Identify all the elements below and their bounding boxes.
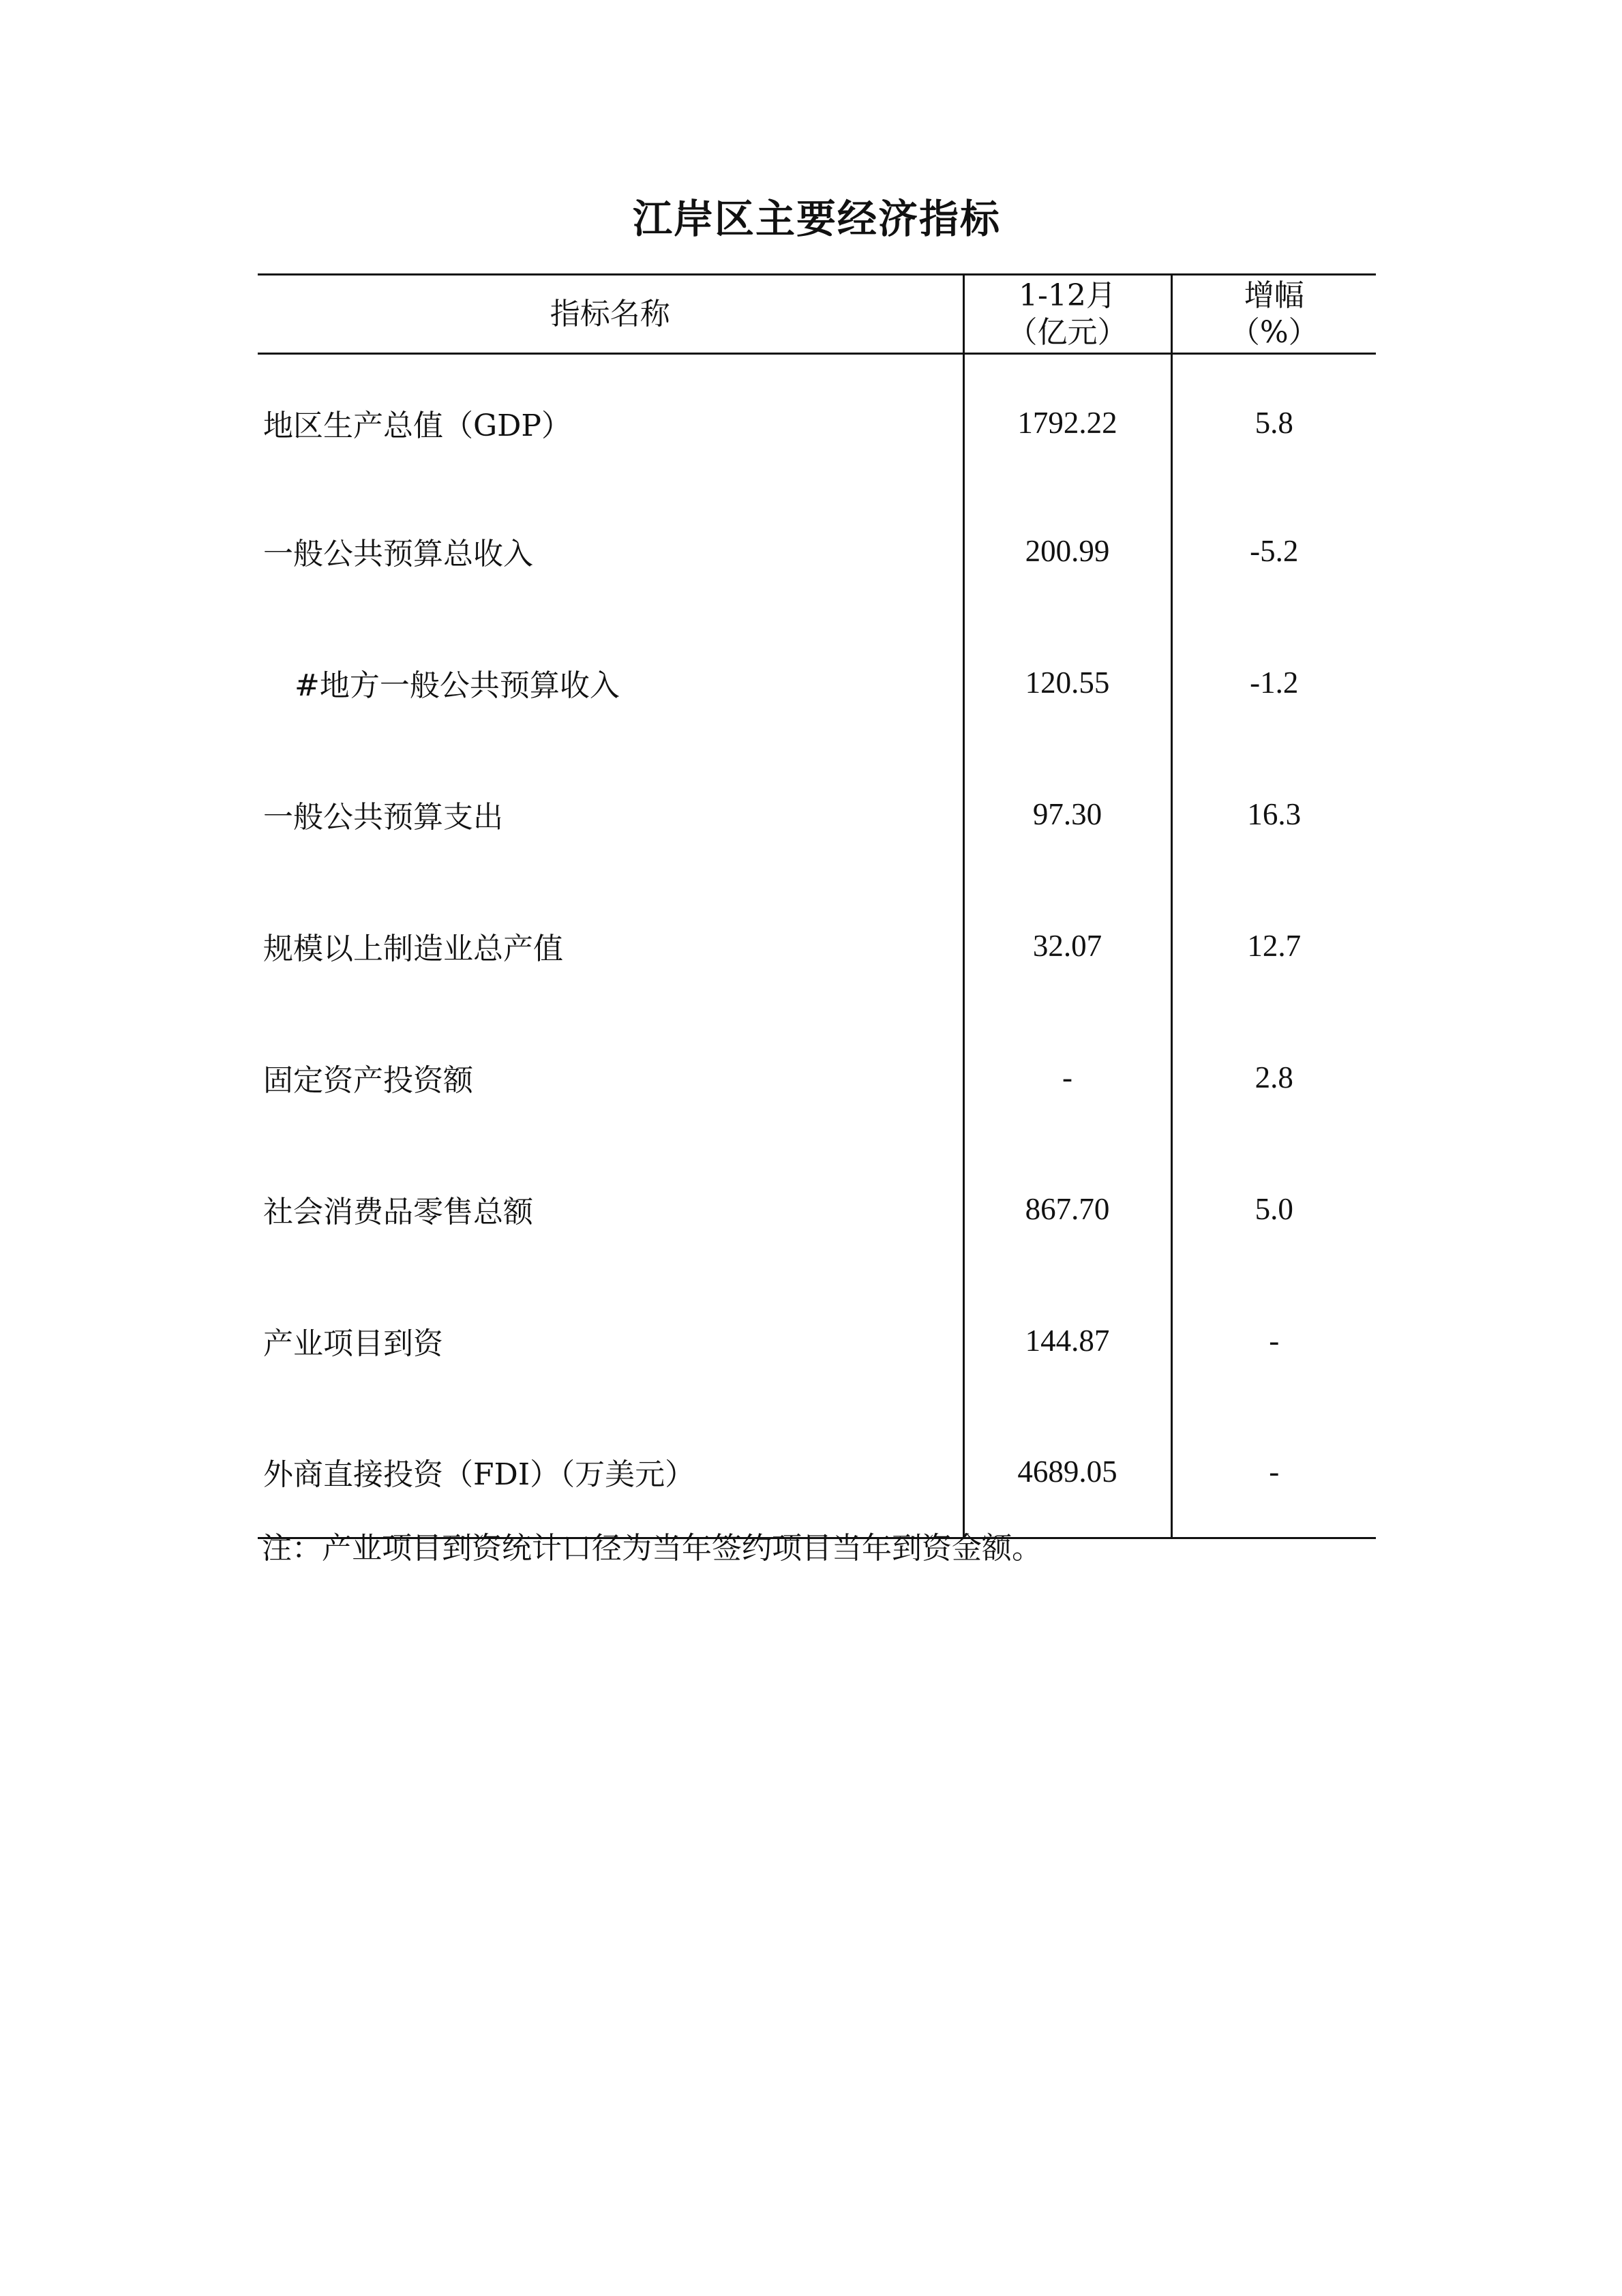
row-value: 97.30	[963, 749, 1171, 880]
table-row	[258, 880, 1376, 1012]
row-value: 120.55	[963, 617, 1171, 749]
row-name: 外商直接投资（FDI）（万美元）	[258, 1407, 963, 1538]
header-growth	[1171, 275, 1376, 354]
table-row	[258, 1407, 1376, 1538]
row-value: 867.70	[963, 1144, 1171, 1275]
row-growth: 12.7	[1247, 929, 1302, 963]
table-row	[258, 749, 1376, 880]
row-name: 一般公共预算总收入	[263, 537, 533, 571]
row-value: 144.87	[963, 1275, 1171, 1407]
row-name: 社会消费品零售总额	[263, 1195, 533, 1229]
row-growth: 2.8	[1255, 1060, 1293, 1094]
header-indicator-name	[258, 275, 963, 354]
indicator-table-container	[258, 273, 1376, 1539]
row-name: #地方一般公共预算收入	[295, 668, 620, 703]
row-value: -	[963, 1012, 1171, 1144]
row-name: 一般公共预算支出	[263, 800, 503, 835]
row-value: 200.99	[963, 486, 1171, 617]
row-growth: -1.2	[1250, 666, 1299, 700]
row-name: 规模以上制造业总产值	[263, 931, 563, 966]
row-growth: 5.0	[1255, 1192, 1293, 1226]
table-header-row	[258, 275, 1376, 354]
header-value-unit: （亿元）	[1007, 314, 1128, 350]
table-row	[258, 486, 1376, 617]
row-growth: -5.2	[1250, 534, 1299, 568]
document-title: 江岸区主要经济指标	[632, 196, 1001, 242]
row-growth: 16.3	[1247, 797, 1302, 831]
row-value: 1792.22	[963, 354, 1171, 486]
table-row	[258, 617, 1376, 749]
row-value: 32.07	[963, 880, 1171, 1012]
header-value	[963, 275, 1171, 354]
row-value: 4689.05	[963, 1407, 1171, 1538]
row-name: 产业项目到资	[263, 1326, 443, 1361]
header-value-period: 1-12月	[1019, 278, 1116, 313]
header-indicator-name-label: 指标名称	[550, 296, 670, 331]
row-name: 地区生产总值（GDP）	[263, 408, 572, 443]
row-growth: -	[1171, 1407, 1376, 1538]
table-row	[258, 1275, 1376, 1407]
table-row	[258, 1012, 1376, 1144]
row-name: 固定资产投资额	[263, 1063, 473, 1098]
header-growth-unit: （%）	[1229, 314, 1319, 350]
table-row	[258, 354, 1376, 486]
row-growth: 5.8	[1255, 405, 1293, 440]
row-growth: -	[1269, 1324, 1280, 1358]
indicator-table	[258, 273, 1376, 1539]
header-growth-label: 增幅	[1244, 278, 1304, 313]
table-row	[258, 1144, 1376, 1275]
table-footnote: 注：产业项目到资统计口径为当年签约项目当年到资金额。	[262, 1531, 1042, 1566]
